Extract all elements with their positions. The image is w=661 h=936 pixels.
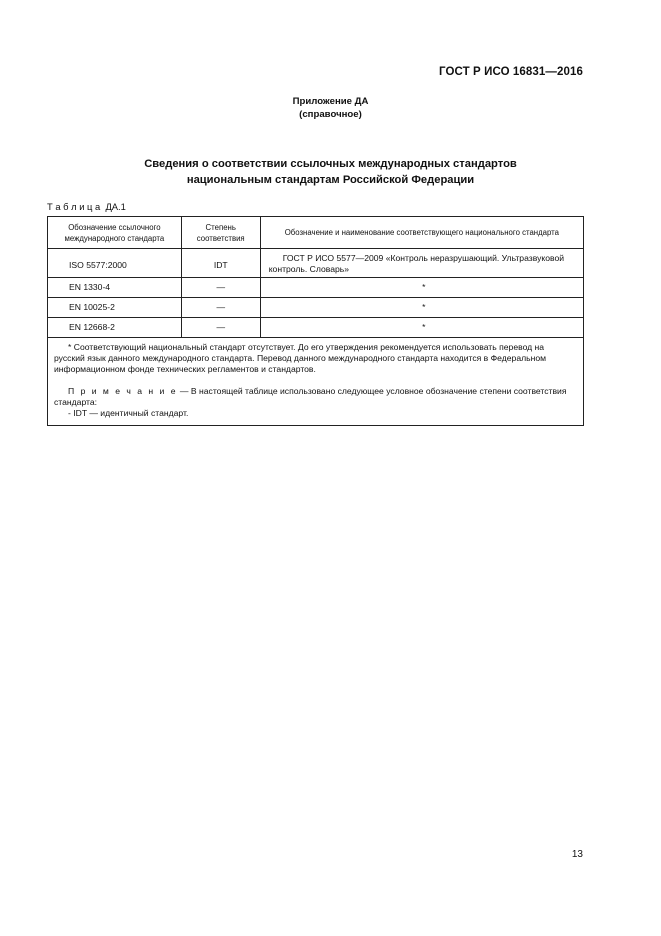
cell-national: * (260, 318, 583, 338)
annex-subtitle: (справочное) (299, 109, 362, 120)
table-header-row (48, 217, 584, 249)
table-note (54, 386, 577, 408)
cell-national: ГОСТ Р ИСО 5577—2009 «Контроль неразрушающий. Ультразвуковой контроль. Словарь» (260, 249, 583, 278)
header-national: Обозначение и наименование соответствующего национального стандарта (260, 217, 583, 249)
cell-national: * (260, 298, 583, 318)
table-caption: Т а б л и ц а ДА.1 (47, 201, 126, 212)
cell-international: EN 12668-2 (48, 318, 182, 338)
table-notes (48, 338, 584, 426)
annex-heading (0, 95, 661, 121)
section-title-line-1: Сведения о соответствии ссылочных международных стандартов (144, 158, 517, 170)
reference-table (47, 216, 584, 426)
header-degree (181, 217, 260, 249)
page-number: 13 (571, 849, 583, 860)
header-international-line-1: Обозначение ссылочного (68, 222, 161, 232)
note-item: - IDT — идентичный стандарт. (68, 408, 189, 418)
cell-degree: IDT (181, 249, 260, 278)
table-notes-row (48, 338, 584, 426)
cell-international: EN 10025-2 (48, 298, 182, 318)
table-row (48, 318, 584, 338)
header-international (48, 217, 182, 249)
note-label: П р и м е ч а н и е (68, 386, 178, 396)
standard-code: ГОСТ Р ИСО 16831—2016 (438, 66, 583, 78)
header-degree-line-1: Степень (205, 222, 236, 232)
annex-title: Приложение ДА (292, 96, 369, 107)
cell-international: ISO 5577:2000 (48, 249, 182, 278)
cell-international: EN 1330-4 (48, 278, 182, 298)
header-international-line-2: международного стандарта (64, 233, 165, 243)
header-degree-line-2: соответствия (196, 233, 245, 243)
section-title (0, 156, 661, 188)
cell-degree: — (181, 278, 260, 298)
table-row (48, 298, 584, 318)
cell-national: * (260, 278, 583, 298)
cell-degree: — (181, 318, 260, 338)
table-row (48, 249, 584, 278)
section-title-line-2: национальным стандартам Российской Федерации (186, 174, 475, 186)
table-row (48, 278, 584, 298)
table-footnote: * Соответствующий национальный стандарт отсутствует. До его утверждения рекомендуется использовать перевод на русский язык данного международного стандарта. Перевод данного международного стандарта находится в Федеральном информационном фонде технических регламентов и стандартов. (54, 342, 547, 374)
note-text: — В настоящей таблице использовано следующее условное обозначение степени соответствия стандарта: (54, 386, 567, 407)
cell-degree: — (181, 298, 260, 318)
